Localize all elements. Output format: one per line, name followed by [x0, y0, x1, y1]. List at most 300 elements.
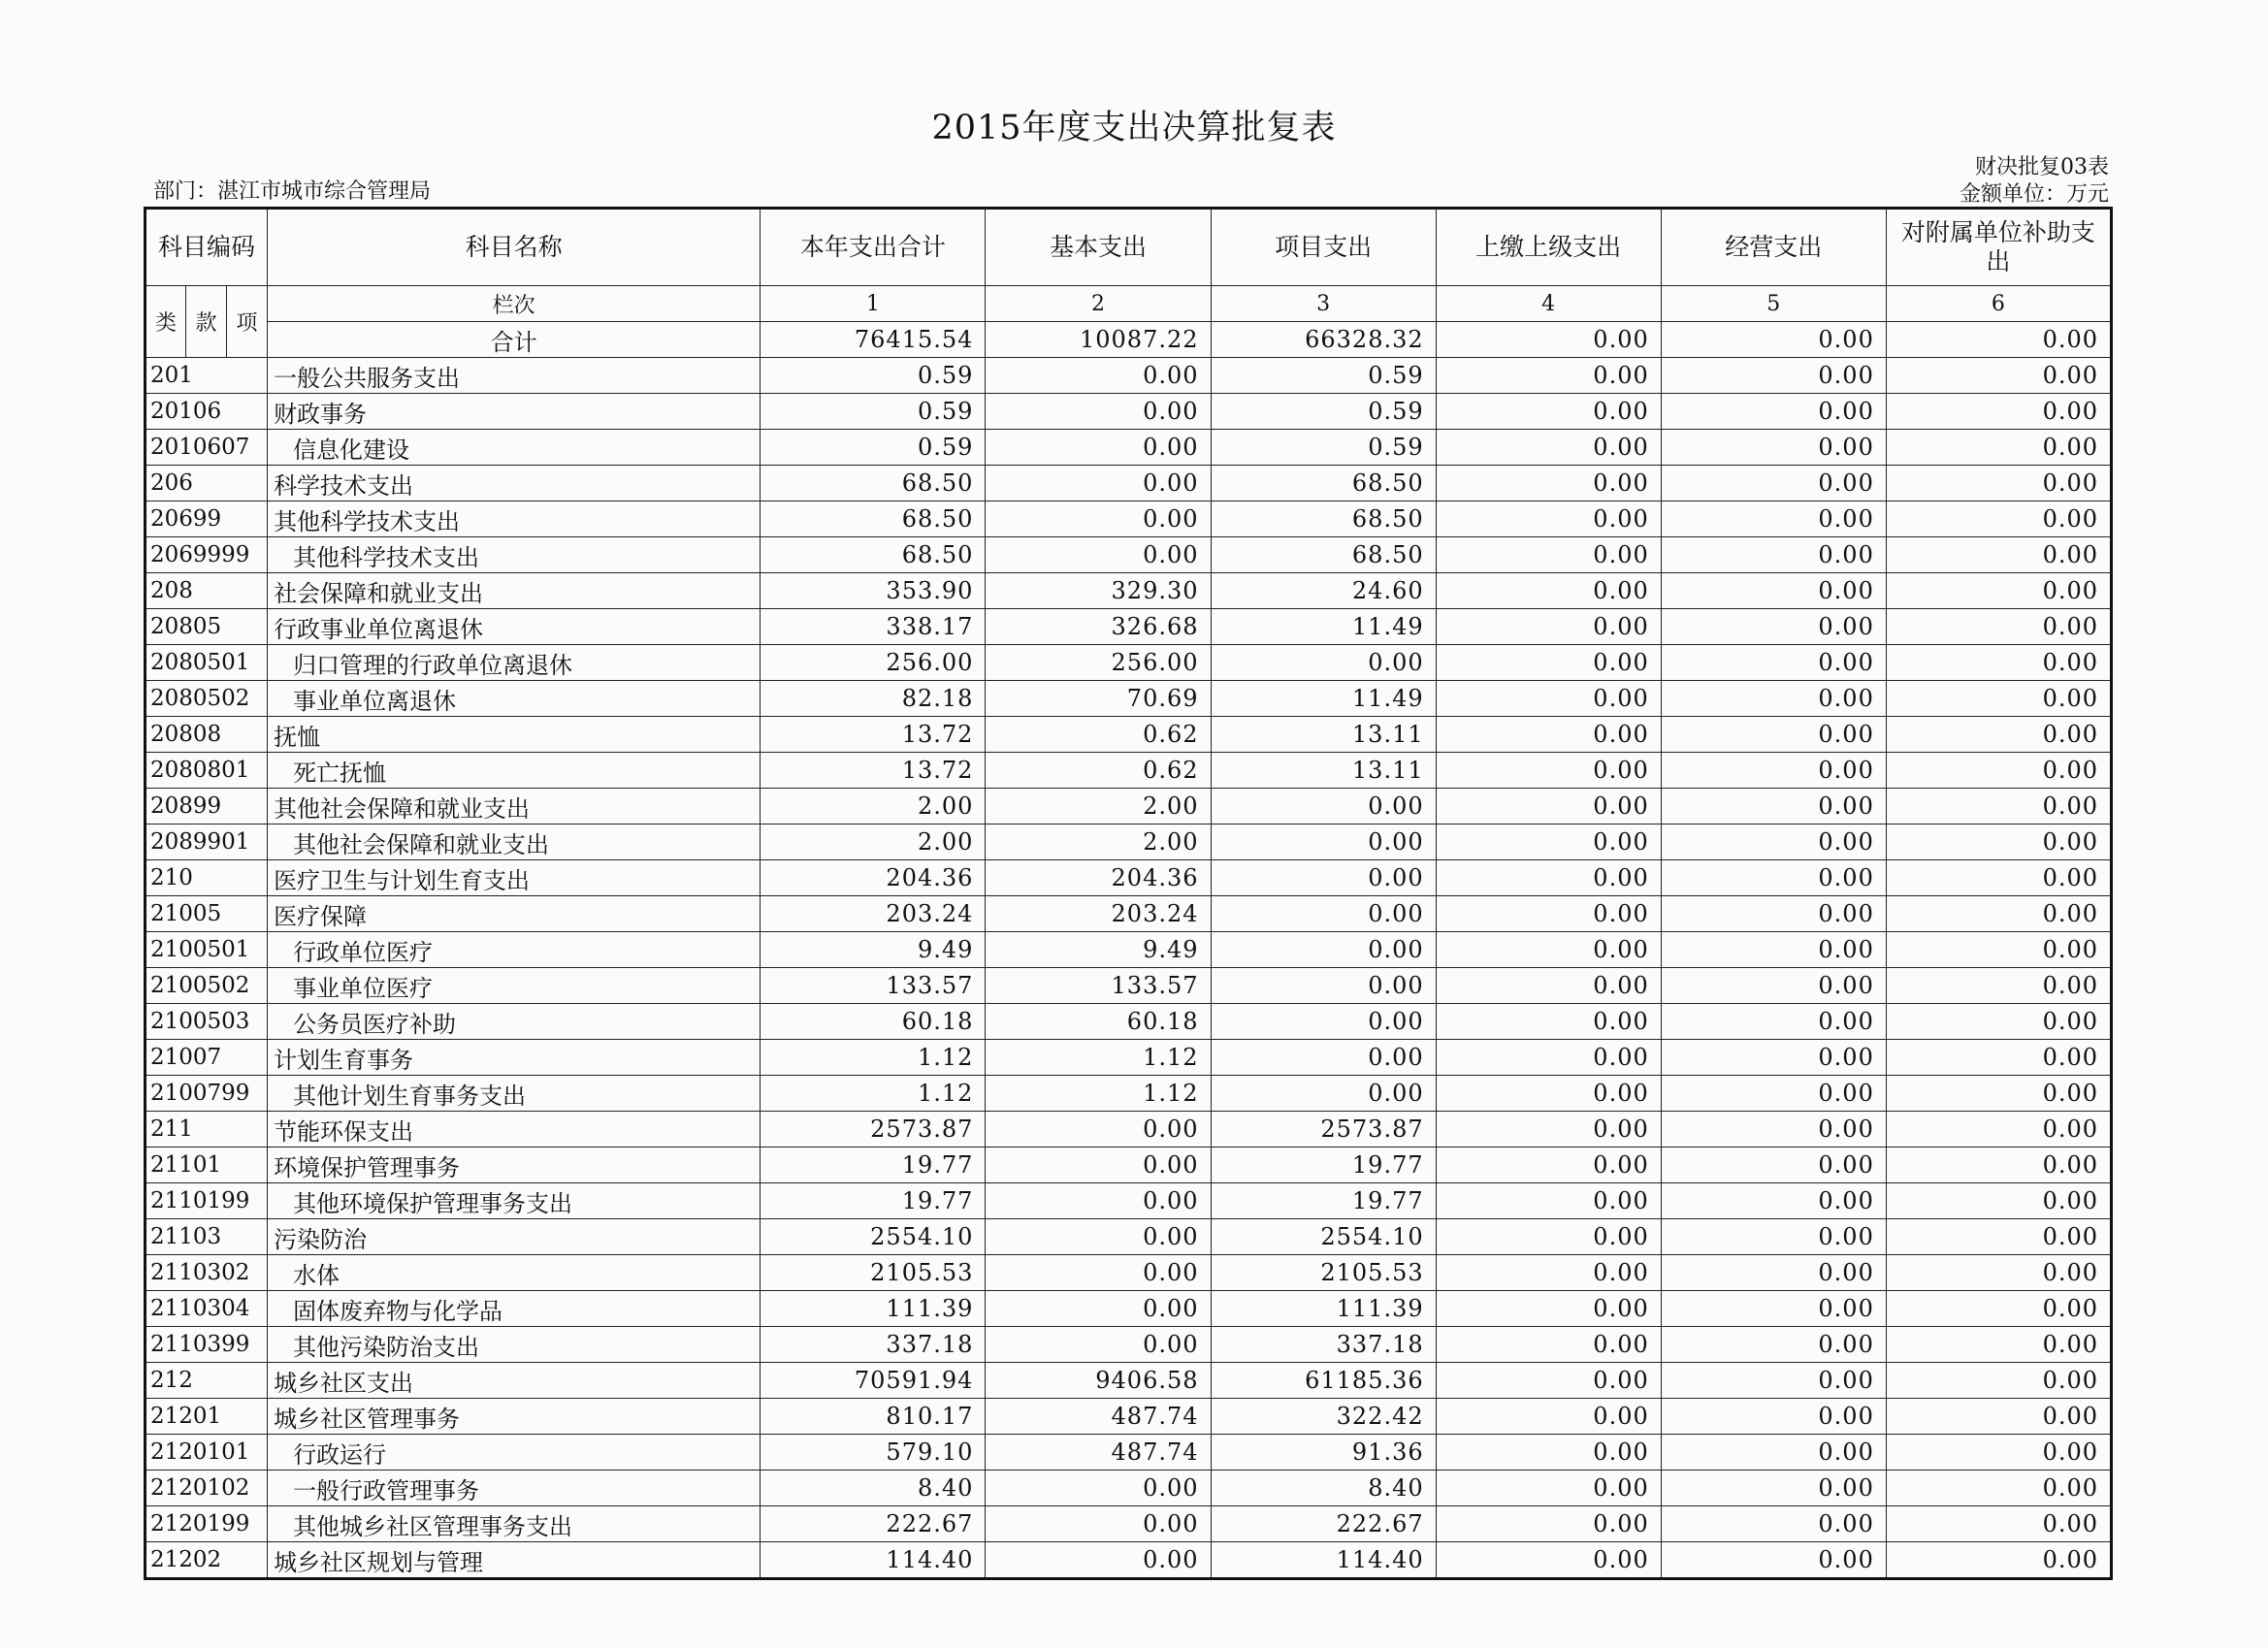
- row-total: 8.40: [761, 1471, 986, 1506]
- row-subsidy: 0.00: [1886, 1363, 2111, 1399]
- row-subsidy: 0.00: [1886, 1004, 2111, 1040]
- table-row: [146, 430, 2112, 466]
- row-business: 0.00: [1661, 573, 1886, 609]
- row-subsidy: 0.00: [1886, 1148, 2111, 1183]
- row-business: 0.00: [1661, 1291, 1886, 1327]
- row-subsidy: 0.00: [1886, 1399, 2111, 1435]
- header-total: 本年支出合计: [761, 209, 986, 286]
- sum-upper: 0.00: [1436, 322, 1661, 358]
- header-name: 科目名称: [268, 209, 761, 286]
- row-code: 211: [146, 1112, 268, 1148]
- row-basic: 329.30: [986, 573, 1211, 609]
- table-row: [146, 537, 2112, 573]
- row-total: 2105.53: [761, 1255, 986, 1291]
- row-project: 68.50: [1211, 466, 1436, 501]
- row-subsidy: 0.00: [1886, 1291, 2111, 1327]
- row-basic: 256.00: [986, 645, 1211, 681]
- row-name: 事业单位医疗: [268, 968, 761, 1004]
- row-project: 322.42: [1211, 1399, 1436, 1435]
- table-row: [146, 1183, 2112, 1219]
- row-name: 其他环境保护管理事务支出: [268, 1183, 761, 1219]
- col-index-4: 4: [1436, 286, 1661, 322]
- table-row: [146, 1040, 2112, 1076]
- row-subsidy: 0.00: [1886, 932, 2111, 968]
- row-total: 1.12: [761, 1076, 986, 1112]
- row-upper: 0.00: [1436, 932, 1661, 968]
- row-name: 其他社会保障和就业支出: [268, 789, 761, 824]
- row-code: 2110302: [146, 1255, 268, 1291]
- row-subsidy: 0.00: [1886, 717, 2111, 753]
- row-business: 0.00: [1661, 358, 1886, 394]
- table-row: [146, 1399, 2112, 1435]
- row-project: 19.77: [1211, 1183, 1436, 1219]
- row-subsidy: 0.00: [1886, 1076, 2111, 1112]
- row-total: 579.10: [761, 1435, 986, 1471]
- table-row: [146, 1363, 2112, 1399]
- row-code: 2080801: [146, 753, 268, 789]
- row-business: 0.00: [1661, 609, 1886, 645]
- row-total: 203.24: [761, 896, 986, 932]
- row-code: 21103: [146, 1219, 268, 1255]
- row-code: 201: [146, 358, 268, 394]
- table-row: [146, 1542, 2112, 1579]
- row-upper: 0.00: [1436, 1327, 1661, 1363]
- row-project: 0.00: [1211, 968, 1436, 1004]
- row-business: 0.00: [1661, 1363, 1886, 1399]
- row-total: 2.00: [761, 789, 986, 824]
- row-project: 13.11: [1211, 753, 1436, 789]
- row-code: 210: [146, 860, 268, 896]
- table-row: [146, 753, 2112, 789]
- table-row: [146, 681, 2112, 717]
- row-upper: 0.00: [1436, 394, 1661, 430]
- row-code: 2010607: [146, 430, 268, 466]
- row-basic: 0.62: [986, 753, 1211, 789]
- row-total: 133.57: [761, 968, 986, 1004]
- row-total: 13.72: [761, 717, 986, 753]
- row-code: 2100501: [146, 932, 268, 968]
- row-project: 19.77: [1211, 1148, 1436, 1183]
- amount-unit-label: 金额单位：万元: [1959, 182, 2109, 207]
- row-basic: 203.24: [986, 896, 1211, 932]
- row-subsidy: 0.00: [1886, 1542, 2111, 1579]
- sum-basic: 10087.22: [986, 322, 1211, 358]
- row-business: 0.00: [1661, 394, 1886, 430]
- row-name: 水体: [268, 1255, 761, 1291]
- row-name: 固体废弃物与化学品: [268, 1291, 761, 1327]
- row-name: 环境保护管理事务: [268, 1148, 761, 1183]
- table-row: [146, 1291, 2112, 1327]
- table-row: [146, 1112, 2112, 1148]
- row-name: 计划生育事务: [268, 1040, 761, 1076]
- sum-row: [146, 322, 2112, 358]
- row-business: 0.00: [1661, 717, 1886, 753]
- row-code: 2080502: [146, 681, 268, 717]
- table-row: [146, 1004, 2112, 1040]
- sum-subsidy: 0.00: [1886, 322, 2111, 358]
- row-code: 20805: [146, 609, 268, 645]
- row-total: 19.77: [761, 1183, 986, 1219]
- row-code: 20699: [146, 501, 268, 537]
- row-code: 21007: [146, 1040, 268, 1076]
- table-row: [146, 1076, 2112, 1112]
- row-basic: 9406.58: [986, 1363, 1211, 1399]
- row-business: 0.00: [1661, 1004, 1886, 1040]
- row-basic: 0.00: [986, 1471, 1211, 1506]
- header-upper: 上缴上级支出: [1436, 209, 1661, 286]
- row-business: 0.00: [1661, 789, 1886, 824]
- row-basic: 0.00: [986, 501, 1211, 537]
- row-upper: 0.00: [1436, 1542, 1661, 1579]
- table-row: [146, 358, 2112, 394]
- row-project: 0.00: [1211, 824, 1436, 860]
- table-row: [146, 932, 2112, 968]
- row-upper: 0.00: [1436, 1040, 1661, 1076]
- table-row: [146, 860, 2112, 896]
- row-basic: 0.00: [986, 1542, 1211, 1579]
- row-upper: 0.00: [1436, 1363, 1661, 1399]
- row-name: 其他科学技术支出: [268, 537, 761, 573]
- row-upper: 0.00: [1436, 501, 1661, 537]
- row-total: 2573.87: [761, 1112, 986, 1148]
- col-index-1: 1: [761, 286, 986, 322]
- row-business: 0.00: [1661, 1255, 1886, 1291]
- row-business: 0.00: [1661, 430, 1886, 466]
- row-upper: 0.00: [1436, 430, 1661, 466]
- row-name: 社会保障和就业支出: [268, 573, 761, 609]
- row-name: 公务员医疗补助: [268, 1004, 761, 1040]
- row-project: 222.67: [1211, 1506, 1436, 1542]
- col-index-3: 3: [1211, 286, 1436, 322]
- row-subsidy: 0.00: [1886, 537, 2111, 573]
- row-total: 353.90: [761, 573, 986, 609]
- row-upper: 0.00: [1436, 753, 1661, 789]
- row-total: 2554.10: [761, 1219, 986, 1255]
- row-project: 61185.36: [1211, 1363, 1436, 1399]
- row-project: 0.59: [1211, 430, 1436, 466]
- table-row: [146, 896, 2112, 932]
- row-name: 城乡社区规划与管理: [268, 1542, 761, 1579]
- row-basic: 9.49: [986, 932, 1211, 968]
- table-row: [146, 1148, 2112, 1183]
- row-subsidy: 0.00: [1886, 789, 2111, 824]
- row-total: 19.77: [761, 1148, 986, 1183]
- row-total: 222.67: [761, 1506, 986, 1542]
- row-name: 节能环保支出: [268, 1112, 761, 1148]
- row-upper: 0.00: [1436, 358, 1661, 394]
- row-code: 212: [146, 1363, 268, 1399]
- header-project: 项目支出: [1211, 209, 1436, 286]
- header-business: 经营支出: [1661, 209, 1886, 286]
- row-basic: 0.00: [986, 1219, 1211, 1255]
- row-project: 0.00: [1211, 789, 1436, 824]
- sum-business: 0.00: [1661, 322, 1886, 358]
- row-business: 0.00: [1661, 932, 1886, 968]
- row-subsidy: 0.00: [1886, 681, 2111, 717]
- table-code-label: 财决批复03表: [1975, 155, 2109, 179]
- sum-project: 66328.32: [1211, 322, 1436, 358]
- row-name: 行政单位医疗: [268, 932, 761, 968]
- row-total: 1.12: [761, 1040, 986, 1076]
- table-row: [146, 466, 2112, 501]
- expenditure-table: [144, 207, 2113, 1580]
- header-basic: 基本支出: [986, 209, 1211, 286]
- header-xiang: 项: [227, 286, 268, 358]
- row-name: 医疗保障: [268, 896, 761, 932]
- row-upper: 0.00: [1436, 860, 1661, 896]
- header-lanci: 栏次: [268, 286, 761, 322]
- row-name: 城乡社区支出: [268, 1363, 761, 1399]
- row-project: 91.36: [1211, 1435, 1436, 1471]
- row-code: 2089901: [146, 824, 268, 860]
- row-code: 2110304: [146, 1291, 268, 1327]
- table-row: [146, 1327, 2112, 1363]
- table-row: [146, 717, 2112, 753]
- row-business: 0.00: [1661, 1076, 1886, 1112]
- row-business: 0.00: [1661, 501, 1886, 537]
- header-kuan: 款: [186, 286, 227, 358]
- row-name: 行政运行: [268, 1435, 761, 1471]
- row-upper: 0.00: [1436, 824, 1661, 860]
- row-basic: 0.00: [986, 537, 1211, 573]
- row-total: 337.18: [761, 1327, 986, 1363]
- row-subsidy: 0.00: [1886, 1435, 2111, 1471]
- header-code: 科目编码: [146, 209, 268, 286]
- row-project: 0.00: [1211, 1040, 1436, 1076]
- row-upper: 0.00: [1436, 1219, 1661, 1255]
- row-business: 0.00: [1661, 1219, 1886, 1255]
- row-name: 医疗卫生与计划生育支出: [268, 860, 761, 896]
- table-row: [146, 1435, 2112, 1471]
- row-subsidy: 0.00: [1886, 430, 2111, 466]
- row-name: 其他城乡社区管理事务支出: [268, 1506, 761, 1542]
- row-upper: 0.00: [1436, 789, 1661, 824]
- row-project: 114.40: [1211, 1542, 1436, 1579]
- row-subsidy: 0.00: [1886, 573, 2111, 609]
- row-project: 2105.53: [1211, 1255, 1436, 1291]
- row-code: 2069999: [146, 537, 268, 573]
- row-basic: 0.00: [986, 466, 1211, 501]
- row-business: 0.00: [1661, 1506, 1886, 1542]
- row-project: 0.59: [1211, 394, 1436, 430]
- row-name: 污染防治: [268, 1219, 761, 1255]
- row-upper: 0.00: [1436, 1471, 1661, 1506]
- row-project: 2573.87: [1211, 1112, 1436, 1148]
- row-basic: 1.12: [986, 1040, 1211, 1076]
- table-row: [146, 1506, 2112, 1542]
- row-project: 0.00: [1211, 1004, 1436, 1040]
- row-basic: 0.00: [986, 394, 1211, 430]
- row-name: 死亡抚恤: [268, 753, 761, 789]
- row-total: 0.59: [761, 358, 986, 394]
- row-basic: 204.36: [986, 860, 1211, 896]
- row-upper: 0.00: [1436, 537, 1661, 573]
- row-basic: 0.62: [986, 717, 1211, 753]
- row-upper: 0.00: [1436, 681, 1661, 717]
- row-upper: 0.00: [1436, 1506, 1661, 1542]
- row-project: 0.59: [1211, 358, 1436, 394]
- row-total: 9.49: [761, 932, 986, 968]
- row-subsidy: 0.00: [1886, 1506, 2111, 1542]
- row-business: 0.00: [1661, 968, 1886, 1004]
- row-upper: 0.00: [1436, 717, 1661, 753]
- table-row: [146, 394, 2112, 430]
- row-name: 抚恤: [268, 717, 761, 753]
- row-basic: 2.00: [986, 824, 1211, 860]
- row-project: 68.50: [1211, 501, 1436, 537]
- row-total: 256.00: [761, 645, 986, 681]
- row-basic: 0.00: [986, 430, 1211, 466]
- row-code: 2100799: [146, 1076, 268, 1112]
- table-row: [146, 645, 2112, 681]
- row-total: 68.50: [761, 466, 986, 501]
- row-basic: 0.00: [986, 1506, 1211, 1542]
- row-business: 0.00: [1661, 1471, 1886, 1506]
- row-business: 0.00: [1661, 681, 1886, 717]
- row-upper: 0.00: [1436, 1148, 1661, 1183]
- row-upper: 0.00: [1436, 1112, 1661, 1148]
- row-code: 21202: [146, 1542, 268, 1579]
- row-subsidy: 0.00: [1886, 860, 2111, 896]
- row-project: 24.60: [1211, 573, 1436, 609]
- row-upper: 0.00: [1436, 1435, 1661, 1471]
- row-subsidy: 0.00: [1886, 609, 2111, 645]
- row-name: 信息化建设: [268, 430, 761, 466]
- row-project: 0.00: [1211, 896, 1436, 932]
- page-title: 2015年度支出决算批复表: [931, 109, 1337, 147]
- row-project: 0.00: [1211, 932, 1436, 968]
- row-basic: 487.74: [986, 1435, 1211, 1471]
- row-project: 0.00: [1211, 645, 1436, 681]
- row-subsidy: 0.00: [1886, 1327, 2111, 1363]
- row-subsidy: 0.00: [1886, 466, 2111, 501]
- row-project: 13.11: [1211, 717, 1436, 753]
- row-name: 行政事业单位离退休: [268, 609, 761, 645]
- row-basic: 0.00: [986, 1183, 1211, 1219]
- row-subsidy: 0.00: [1886, 1040, 2111, 1076]
- row-name: 其他计划生育事务支出: [268, 1076, 761, 1112]
- row-basic: 0.00: [986, 358, 1211, 394]
- row-name: 一般行政管理事务: [268, 1471, 761, 1506]
- row-upper: 0.00: [1436, 1076, 1661, 1112]
- sum-label: 合计: [268, 322, 761, 358]
- row-subsidy: 0.00: [1886, 501, 2111, 537]
- row-code: 20106: [146, 394, 268, 430]
- row-basic: 1.12: [986, 1076, 1211, 1112]
- row-basic: 60.18: [986, 1004, 1211, 1040]
- row-subsidy: 0.00: [1886, 645, 2111, 681]
- col-index-6: 6: [1886, 286, 2111, 322]
- row-business: 0.00: [1661, 1435, 1886, 1471]
- row-business: 0.00: [1661, 1399, 1886, 1435]
- row-subsidy: 0.00: [1886, 1183, 2111, 1219]
- table-row: [146, 573, 2112, 609]
- row-code: 2080501: [146, 645, 268, 681]
- row-project: 11.49: [1211, 681, 1436, 717]
- row-business: 0.00: [1661, 860, 1886, 896]
- table-row: [146, 789, 2112, 824]
- row-subsidy: 0.00: [1886, 824, 2111, 860]
- row-total: 0.59: [761, 430, 986, 466]
- row-code: 2120101: [146, 1435, 268, 1471]
- row-name: 其他社会保障和就业支出: [268, 824, 761, 860]
- row-basic: 0.00: [986, 1148, 1211, 1183]
- row-subsidy: 0.00: [1886, 1112, 2111, 1148]
- row-code: 2100503: [146, 1004, 268, 1040]
- row-project: 111.39: [1211, 1291, 1436, 1327]
- row-name: 其他科学技术支出: [268, 501, 761, 537]
- row-basic: 0.00: [986, 1255, 1211, 1291]
- row-total: 60.18: [761, 1004, 986, 1040]
- header-subsidy: 对附属单位补助支出: [1886, 209, 2111, 286]
- row-total: 82.18: [761, 681, 986, 717]
- row-business: 0.00: [1661, 896, 1886, 932]
- table-row: [146, 501, 2112, 537]
- row-name: 一般公共服务支出: [268, 358, 761, 394]
- row-project: 0.00: [1211, 860, 1436, 896]
- row-subsidy: 0.00: [1886, 358, 2111, 394]
- row-business: 0.00: [1661, 1148, 1886, 1183]
- row-project: 337.18: [1211, 1327, 1436, 1363]
- row-basic: 0.00: [986, 1327, 1211, 1363]
- row-subsidy: 0.00: [1886, 1255, 2111, 1291]
- row-total: 338.17: [761, 609, 986, 645]
- row-business: 0.00: [1661, 466, 1886, 501]
- row-business: 0.00: [1661, 824, 1886, 860]
- row-project: 0.00: [1211, 1076, 1436, 1112]
- row-subsidy: 0.00: [1886, 753, 2111, 789]
- row-code: 21101: [146, 1148, 268, 1183]
- row-basic: 70.69: [986, 681, 1211, 717]
- row-basic: 133.57: [986, 968, 1211, 1004]
- row-upper: 0.00: [1436, 1291, 1661, 1327]
- row-name: 城乡社区管理事务: [268, 1399, 761, 1435]
- row-business: 0.00: [1661, 1112, 1886, 1148]
- row-basic: 326.68: [986, 609, 1211, 645]
- row-code: 2120199: [146, 1506, 268, 1542]
- row-code: 2110399: [146, 1327, 268, 1363]
- row-upper: 0.00: [1436, 573, 1661, 609]
- row-name: 其他污染防治支出: [268, 1327, 761, 1363]
- department-label: 部门：湛江市城市综合管理局: [153, 179, 432, 204]
- row-name: 科学技术支出: [268, 466, 761, 501]
- table-row: [146, 1255, 2112, 1291]
- row-subsidy: 0.00: [1886, 1219, 2111, 1255]
- row-business: 0.00: [1661, 753, 1886, 789]
- table-row: [146, 1219, 2112, 1255]
- row-business: 0.00: [1661, 645, 1886, 681]
- row-name: 事业单位离退休: [268, 681, 761, 717]
- row-code: 20808: [146, 717, 268, 753]
- col-index-5: 5: [1661, 286, 1886, 322]
- row-basic: 2.00: [986, 789, 1211, 824]
- row-total: 70591.94: [761, 1363, 986, 1399]
- row-name: 归口管理的行政单位离退休: [268, 645, 761, 681]
- table-row: [146, 824, 2112, 860]
- row-total: 68.50: [761, 501, 986, 537]
- row-business: 0.00: [1661, 1183, 1886, 1219]
- row-subsidy: 0.00: [1886, 394, 2111, 430]
- row-code: 20899: [146, 789, 268, 824]
- table-row: [146, 968, 2112, 1004]
- row-upper: 0.00: [1436, 466, 1661, 501]
- row-total: 68.50: [761, 537, 986, 573]
- row-total: 13.72: [761, 753, 986, 789]
- row-total: 114.40: [761, 1542, 986, 1579]
- row-total: 2.00: [761, 824, 986, 860]
- row-basic: 0.00: [986, 1112, 1211, 1148]
- row-business: 0.00: [1661, 1542, 1886, 1579]
